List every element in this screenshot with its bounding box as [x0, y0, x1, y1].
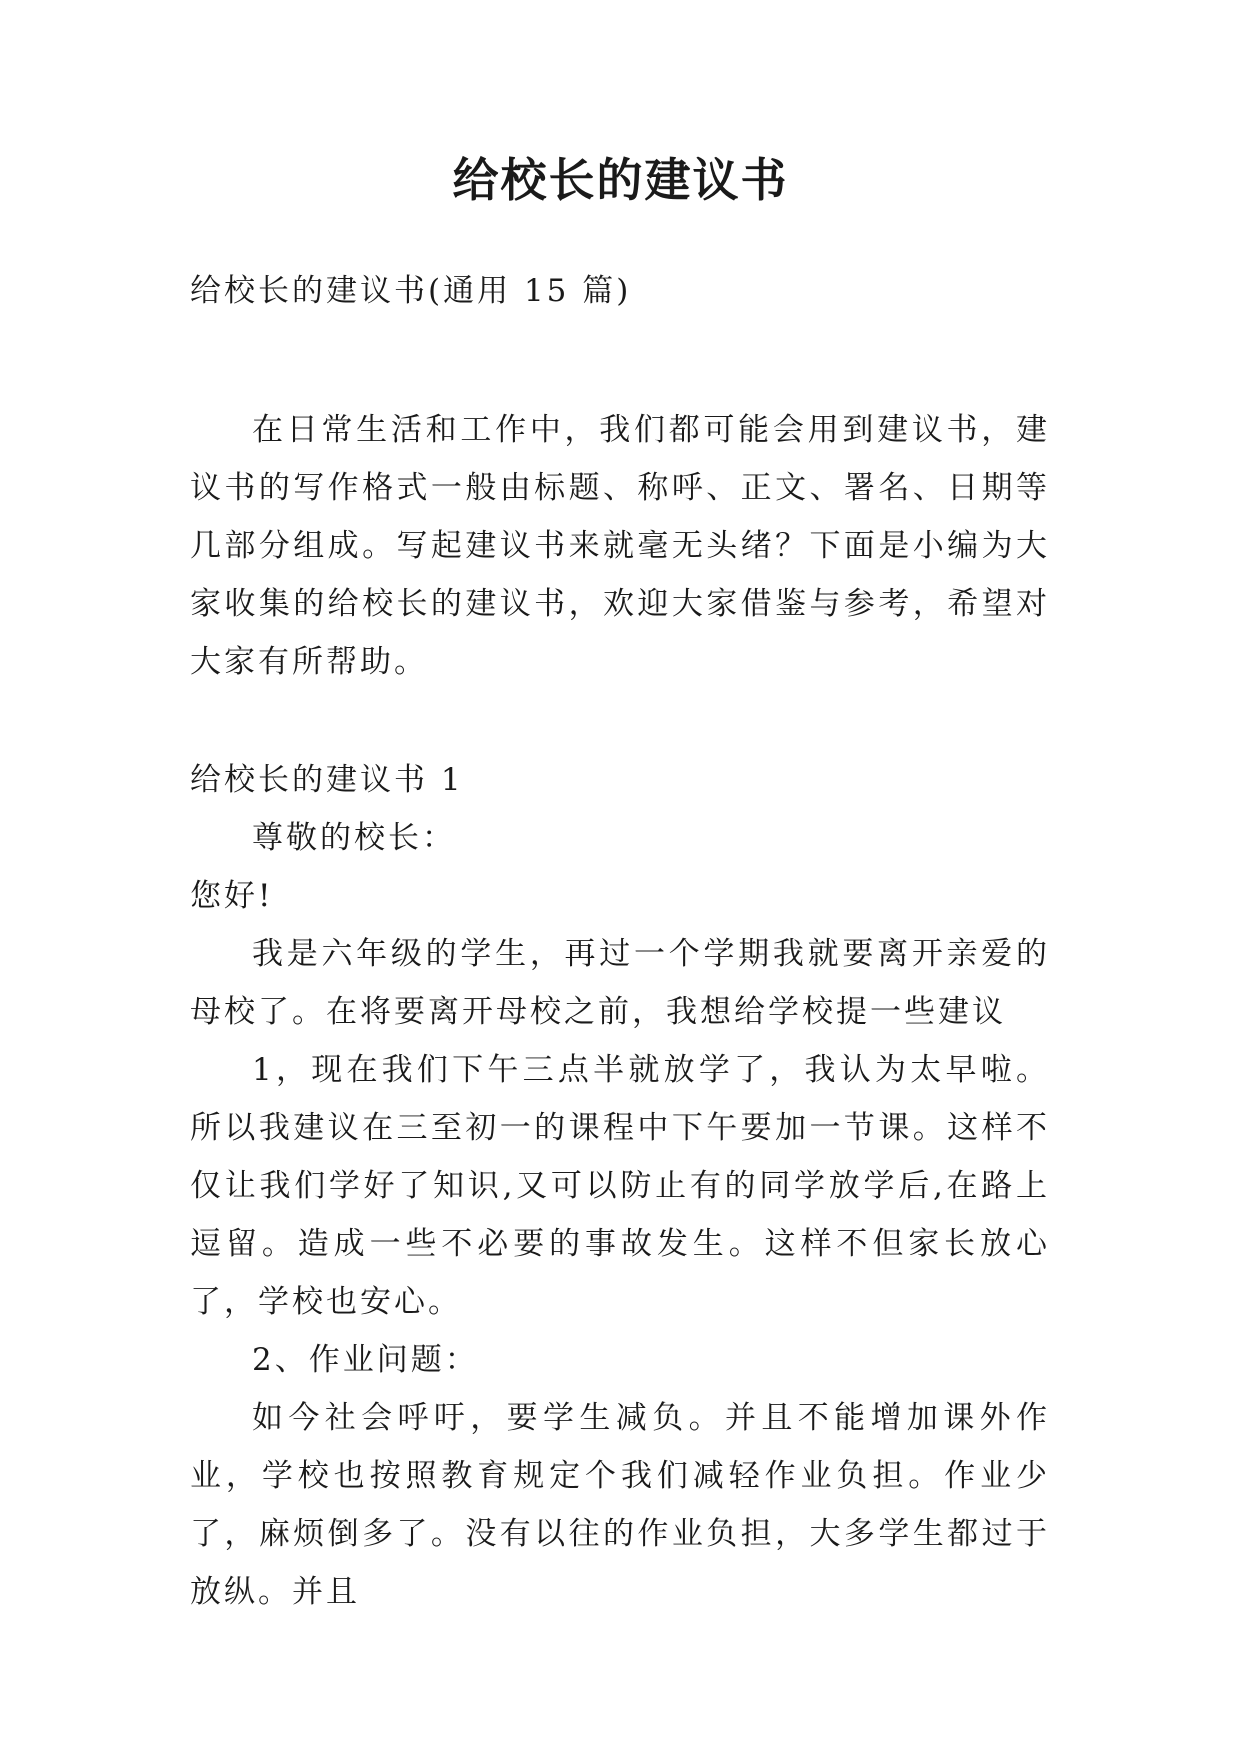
subtitle-text: 给校长的建议书(通用 15 篇): [190, 273, 632, 309]
body-paragraph: 1，现在我们下午三点半就放学了，我认为太早啦。所以我建议在三至初一的课程中下午要加一节课。这样不仅让我们学好了知识,又可以防止有的同学放学后,在路上逗留。造成一些不必要的事故发生。这样不但家长放心了，学校也安心。: [190, 1052, 1050, 1320]
document-title: 给校长的建议书: [452, 153, 789, 207]
body-paragraph: 如今社会呼吁，要学生减负。并且不能增加课外作业，学校也按照教育规定个我们减轻作业负担。作业少了，麻烦倒多了。没有以往的作业负担，大多学生都过于放纵。并且: [190, 1400, 1050, 1610]
letter-section: [190, 751, 1050, 1621]
document-subtitle: [190, 262, 1050, 320]
body-paragraph: 我是六年级的学生，再过一个学期我就要离开亲爱的母校了。在将要离开母校之前，我想给学校提一些建议: [190, 936, 1050, 1030]
section-heading: 给校长的建议书 1: [190, 762, 464, 798]
intro-paragraph: 在日常生活和工作中，我们都可能会用到建议书，建议书的写作格式一般由标题、称呼、正文、署名、日期等几部分组成。写起建议书来就毫无头绪？下面是小编为大家收集的给校长的建议书，欢迎大家借鉴与参考，希望对大家有所帮助。: [190, 412, 1050, 680]
intro-block: [190, 401, 1050, 691]
greeting: 您好!: [190, 878, 274, 914]
salutation: 尊敬的校长：: [252, 820, 456, 856]
body-paragraph: 2、作业问题：: [252, 1342, 479, 1378]
